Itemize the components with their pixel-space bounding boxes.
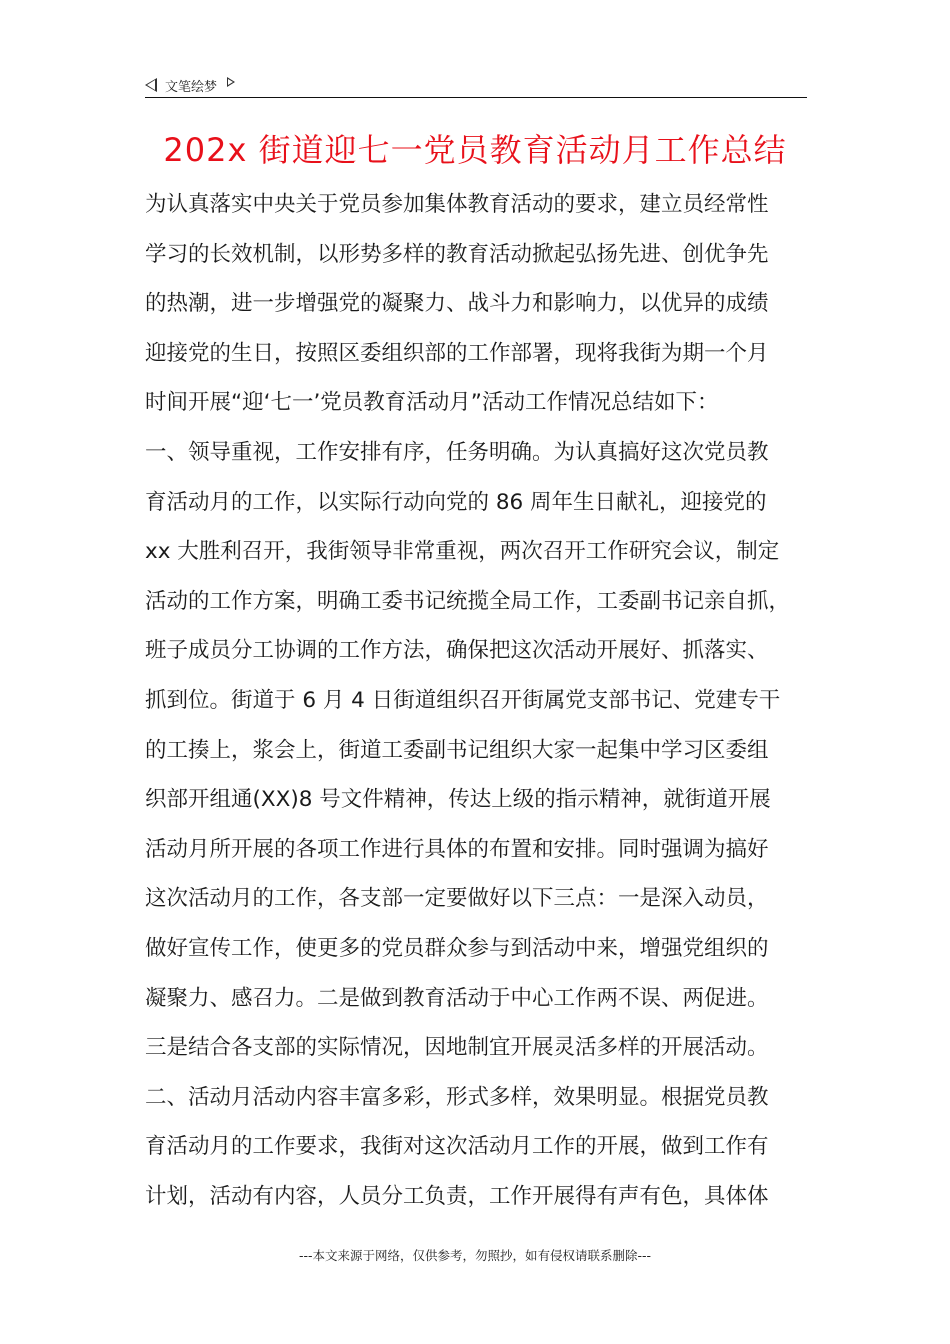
body-line: 活动月所开展的各项工作进行具体的布置和安排。同时强调为搞好	[145, 836, 769, 862]
document-title: 202x 街道迎七一党员教育活动月工作总结	[163, 131, 787, 169]
body-line: 学习的长效机制，以形势多样的教育活动掀起弘扬先进、创优争先	[145, 241, 769, 267]
body-line: 的热潮，进一步增强党的凝聚力、战斗力和影响力，以优异的成绩	[145, 291, 769, 317]
header-brand: 文笔绘梦	[165, 79, 218, 95]
body-line: 活动的工作方案，明确工委书记统揽全局工作，工委副书记亲自抓，	[145, 588, 791, 614]
body-line: 抓到位。街道于 6 月 4 日街道组织召开街属党支部书记、党建专干	[145, 687, 781, 713]
footer-notice: ---本文来源于网络，仅供参考，勿照抄，如有侵权请联系删除---	[298, 1248, 652, 1263]
body-line: 的工揍上，浆会上，街道工委副书记组织大家一起集中学习区委组	[145, 737, 769, 763]
body-line: 这次活动月的工作，各支部一定要做好以下三点：一是深入动员，	[145, 886, 769, 912]
body-line: 二、活动月活动内容丰富多彩，形式多样，效果明显。根据党员教	[145, 1084, 769, 1110]
body-line: 凝聚力、感召力。二是做到教育活动于中心工作两不误、两促进。	[145, 985, 769, 1011]
body-line: xx 大胜利召开，我街领导非常重视，两次召开工作研究会议，制定	[145, 539, 780, 565]
body-line: 计划，活动有内容，人员分工负责，工作开展得有声有色，具体体	[145, 1183, 769, 1209]
document-header	[145, 72, 807, 98]
header-divider	[145, 97, 807, 98]
body-line: 为认真落实中央关于党员参加集体教育活动的要求，建立员经常性	[145, 192, 769, 217]
body-line: 一、领导重视，工作安排有序，任务明确。为认真搞好这次党员教	[145, 439, 769, 465]
body-line: 育活动月的工作要求，我街对这次活动月工作的开展，做到工作有	[145, 1134, 769, 1160]
body-line: 三是结合各支部的实际情况，因地制宜开展灵活多样的开展活动。	[145, 1035, 769, 1061]
body-line: 育活动月的工作，以实际行动向党的 86 周年生日献礼，迎接党的	[145, 489, 767, 515]
body-line: 班子成员分工协调的工作方法，确保把这次活动开展好、抓落实、	[145, 638, 769, 664]
body-line: 做好宣传工作，使更多的党员群众参与到活动中来，增强党组织的	[145, 935, 769, 961]
body-line: 时间开展“迎‘七一’党员教育活动月”活动工作情况总结如下：	[145, 390, 719, 416]
body-line: 迎接党的生日，按照区委组织部的工作部署，现将我街为期一个月	[145, 340, 769, 366]
body-line: 织部开组通(XX)8 号文件精神，传达上级的指示精神，就街道开展	[145, 787, 771, 813]
triangle-right-icon	[227, 77, 235, 87]
document-body	[145, 180, 815, 1221]
triangle-left-icon	[145, 78, 157, 92]
